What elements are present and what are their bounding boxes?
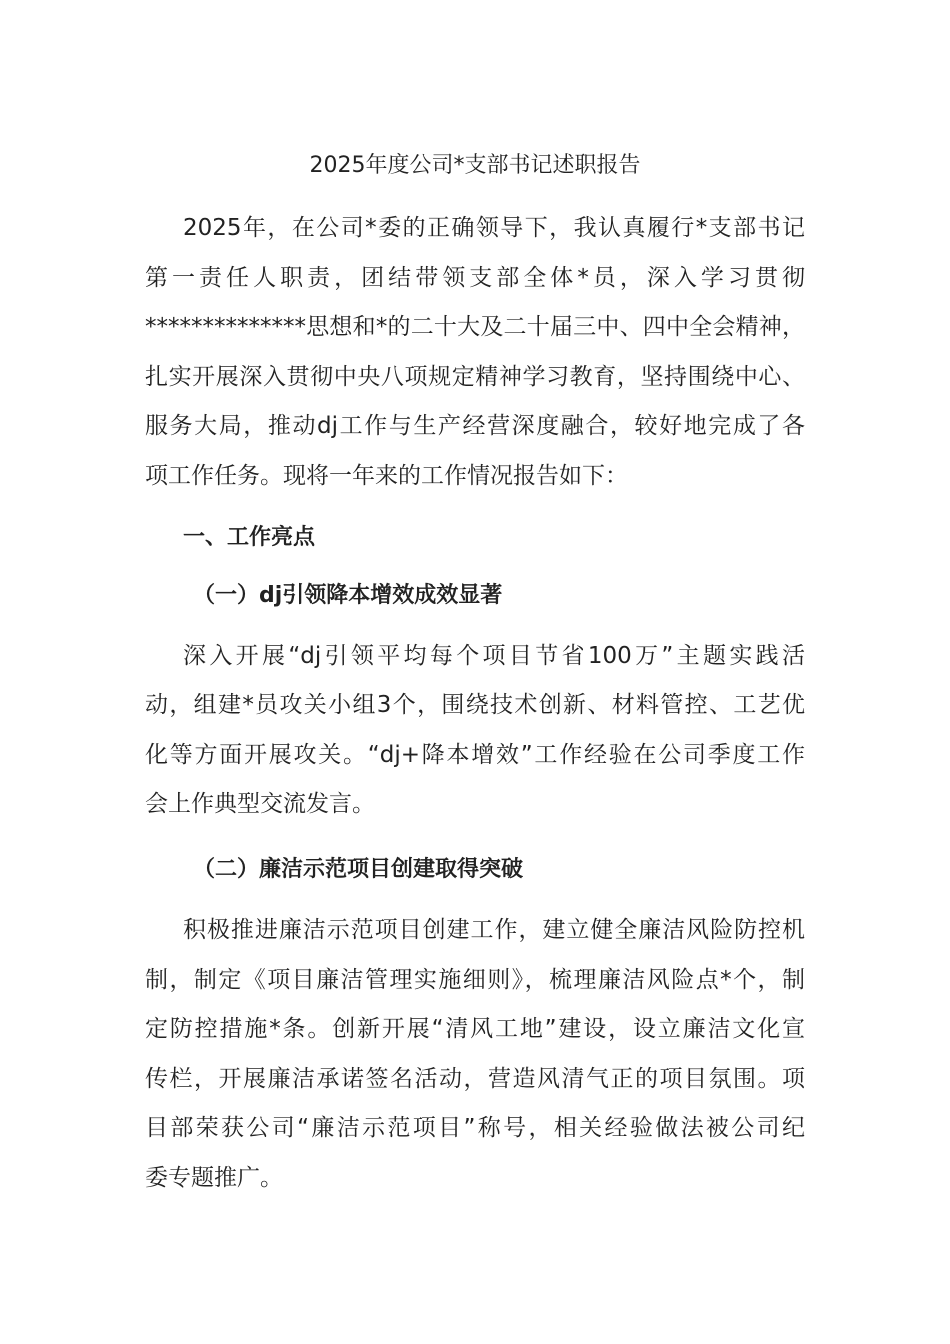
paragraph-line: 2025年，在公司*委的正确领导下，我认真履行*支部书记 <box>183 215 805 241</box>
subsection-1-paragraph <box>145 636 805 834</box>
paragraph-line: 目部荣获公司“廉洁示范项目”称号，相关经验做法被公司纪 <box>145 1115 805 1142</box>
paragraph-line: 项工作任务。现将一年来的工作情况报告如下： <box>145 462 628 489</box>
paragraph-line: 制，制定《项目廉洁管理实施细则》，梳理廉洁风险点*个，制 <box>145 966 805 993</box>
paragraph-line: 服务大局，推动dj工作与生产经营深度融合，较好地完成了各 <box>145 413 805 440</box>
subsection-heading: （二）廉洁示范项目创建取得突破 <box>193 856 524 882</box>
document-title: 2025年度公司*支部书记述职报告 <box>309 153 641 178</box>
document-body <box>145 208 805 1208</box>
paragraph-line: 会上作典型交流发言。 <box>145 791 375 818</box>
intro-paragraph <box>145 208 805 506</box>
paragraph-line: 定防控措施*条。创新开展“清风工地”建设，设立廉洁文化宣 <box>145 1016 805 1043</box>
paragraph-line: 积极推进廉洁示范项目创建工作，建立健全廉洁风险防控机 <box>183 916 805 943</box>
paragraph-line: 传栏，开展廉洁承诺签名活动，营造风清气正的项目氛围。项 <box>145 1065 805 1092</box>
subsection-2-paragraph <box>145 910 805 1208</box>
paragraph-line: **************思想和*的二十大及二十届三中、四中全会精神， <box>145 314 805 341</box>
paragraph-line: 扎实开展深入贯彻中央八项规定精神学习教育，坚持围绕中心、 <box>145 363 805 390</box>
paragraph-line: 化等方面开展攻关。“dj+降本增效”工作经验在公司季度工作 <box>145 741 805 768</box>
paragraph-line: 第一责任人职责，团结带领支部全体*员，深入学习贯彻 <box>145 264 805 291</box>
paragraph-line: 动，组建*员攻关小组3个，围绕技术创新、材料管控、工艺优 <box>145 692 805 719</box>
paragraph-line: 深入开展“dj引领平均每个项目节省100万”主题实践活 <box>183 642 805 669</box>
section-heading: 一、工作亮点 <box>183 524 316 550</box>
paragraph-line: 委专题推广。 <box>145 1164 283 1191</box>
subsection-heading: （一）dj引领降本增效成效显著 <box>193 582 503 608</box>
